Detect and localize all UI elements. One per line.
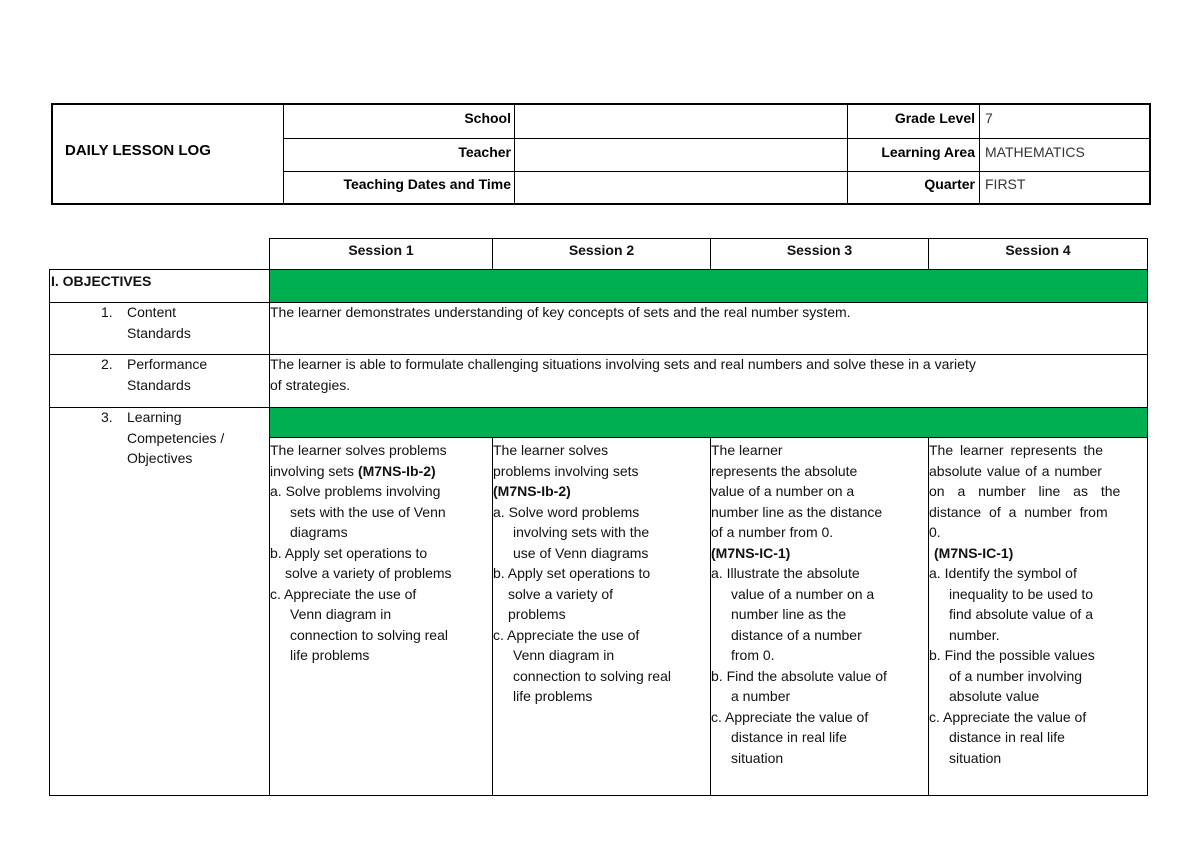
- objectives-section-fill: [269, 269, 1148, 302]
- header-row-divider: [283, 171, 1149, 172]
- table-row-divider: [49, 269, 1148, 270]
- text-line: distance of a number from: [929, 503, 1108, 520]
- text-line: a. Solve word problems: [493, 503, 640, 520]
- label-line: Learning: [127, 409, 182, 425]
- session-1-objectives: [270, 440, 492, 666]
- grade-level-label: Grade Level: [894, 110, 975, 126]
- text-line: absolute value of a number: [929, 462, 1102, 479]
- text-line: [270, 461, 492, 482]
- text-line: Venn diagram in: [513, 647, 615, 663]
- table-col-divider: [1147, 238, 1148, 796]
- table-row-divider: [269, 437, 1148, 438]
- text-line: situation: [731, 749, 784, 766]
- text-line: inequality to be used to: [949, 585, 1093, 602]
- competency-code: (M7NS-Ib-2): [493, 483, 571, 499]
- label-line: Standards: [127, 376, 191, 393]
- text-line: number line as the: [731, 606, 847, 622]
- session-header-4: Session 4: [1005, 242, 1071, 258]
- label-line: Competencies /: [127, 429, 225, 446]
- teaching-dates-label: Teaching Dates and Time: [343, 176, 511, 192]
- text-line: The learner represents the: [929, 442, 1103, 458]
- text-line: value of a number on a: [731, 585, 875, 602]
- table-row-divider: [269, 238, 1148, 239]
- competencies-section-fill: [269, 407, 1148, 437]
- session-2-objectives: [493, 440, 710, 707]
- learning-area-label: Learning Area: [881, 144, 975, 160]
- text-line: use of Venn diagrams: [513, 544, 649, 561]
- label-line: Objectives: [127, 450, 193, 466]
- teacher-label: Teacher: [458, 144, 511, 160]
- header-divider: [514, 105, 515, 203]
- text-line: sets with the use of Venn: [290, 503, 446, 520]
- learning-competencies-number: 3.: [101, 409, 113, 425]
- competency-code: (M7NS-Ib-2): [357, 462, 436, 479]
- text-line: a. Identify the symbol of: [929, 565, 1077, 581]
- text-line: find absolute value of a: [949, 606, 1093, 622]
- text-line: of a number involving: [949, 667, 1083, 684]
- text-line: problems: [508, 606, 566, 622]
- text-line: b. Apply set operations to: [270, 544, 428, 561]
- text-line: The learner solves problems: [270, 442, 447, 458]
- text-line: solve a variety of: [508, 585, 614, 602]
- lesson-log-header-table: [51, 103, 1151, 205]
- label-line: Performance: [127, 356, 208, 372]
- table-row-divider: [49, 795, 1148, 796]
- text-line: life problems: [290, 647, 370, 663]
- text-line: The learner is able to formulate challenging situations involving sets and real numbers and solve these in a variety: [270, 356, 976, 372]
- text-line: a. Solve problems involving: [270, 483, 441, 499]
- text-line: b. Find the possible values: [929, 647, 1095, 663]
- performance-standards-label: [127, 354, 207, 395]
- competency-code: (M7NS-IC-1): [711, 544, 791, 561]
- text-line: distance in real life: [731, 729, 847, 745]
- text-line: connection to solving real: [513, 667, 671, 684]
- text-line: number line as the distance: [711, 503, 883, 520]
- session-header-1: Session 1: [348, 242, 414, 258]
- label-line: Content: [127, 304, 177, 320]
- text-line: on a number line as the: [929, 483, 1121, 499]
- text-line: The learner: [711, 442, 783, 458]
- content-standards-text: The learner demonstrates understanding of key concepts of sets and the real number system.: [270, 304, 851, 320]
- label-line: Standards: [127, 324, 191, 341]
- text-line: Venn diagram in: [290, 606, 392, 622]
- table-col-divider: [49, 269, 50, 796]
- text-line: b. Find the absolute value of: [711, 667, 887, 684]
- text-line: a number: [731, 688, 791, 704]
- session-header-2: Session 2: [568, 242, 635, 258]
- document-title: DAILY LESSON LOG: [65, 142, 211, 159]
- session-3-objectives: [711, 440, 928, 768]
- text-line: value of a number on a: [711, 483, 855, 499]
- text-line: number.: [949, 626, 1000, 643]
- content-standards-number: 1.: [101, 304, 113, 320]
- school-label: School: [464, 110, 511, 126]
- objectives-heading: I. OBJECTIVES: [51, 273, 152, 289]
- session-4-objectives: [929, 440, 1145, 768]
- text-line: problems involving sets: [493, 462, 639, 479]
- text-line: a. Illustrate the absolute: [711, 565, 860, 581]
- text-line: involving sets with the: [513, 524, 650, 540]
- text-line: 0.: [929, 524, 941, 540]
- objectives-table: [49, 238, 1148, 796]
- grade-level-value: 7: [985, 110, 993, 126]
- text-line: of strategies.: [270, 376, 351, 393]
- text-line: of a number from 0.: [711, 524, 834, 540]
- quarter-label: Quarter: [924, 176, 975, 192]
- performance-standards-number: 2.: [101, 356, 113, 372]
- header-divider: [283, 105, 284, 203]
- text-line: solve a variety of problems: [285, 565, 452, 581]
- text-line: absolute value: [949, 688, 1040, 704]
- text-line: connection to solving real: [290, 626, 448, 643]
- content-standards-label: [127, 302, 191, 343]
- text-line: b. Apply set operations to: [493, 565, 651, 581]
- header-row-divider: [283, 138, 1149, 139]
- quarter-value: FIRST: [985, 176, 1026, 192]
- text-line: represents the absolute: [711, 462, 858, 479]
- text-line: distance of a number: [731, 626, 862, 643]
- text-line: The learner solves: [493, 442, 609, 458]
- performance-standards-text: [270, 354, 1145, 395]
- competency-code: (M7NS-IC-1): [934, 544, 1014, 561]
- text-line: life problems: [513, 688, 593, 704]
- text-line: situation: [949, 749, 1002, 766]
- session-header-3: Session 3: [786, 242, 853, 258]
- learning-area-value: MATHEMATICS: [985, 144, 1085, 160]
- text-fragment: involving sets: [270, 462, 358, 479]
- text-line: c. Appreciate the value of: [711, 708, 869, 725]
- learning-competencies-label: [127, 407, 224, 469]
- header-divider: [847, 105, 848, 203]
- text-line: c. Appreciate the use of: [493, 626, 640, 643]
- text-line: c. Appreciate the value of: [929, 708, 1087, 725]
- text-line: diagrams: [290, 524, 348, 540]
- header-divider: [979, 105, 980, 203]
- text-line: from 0.: [731, 647, 775, 663]
- text-line: distance in real life: [949, 729, 1065, 745]
- text-line: c. Appreciate the use of: [270, 585, 417, 602]
